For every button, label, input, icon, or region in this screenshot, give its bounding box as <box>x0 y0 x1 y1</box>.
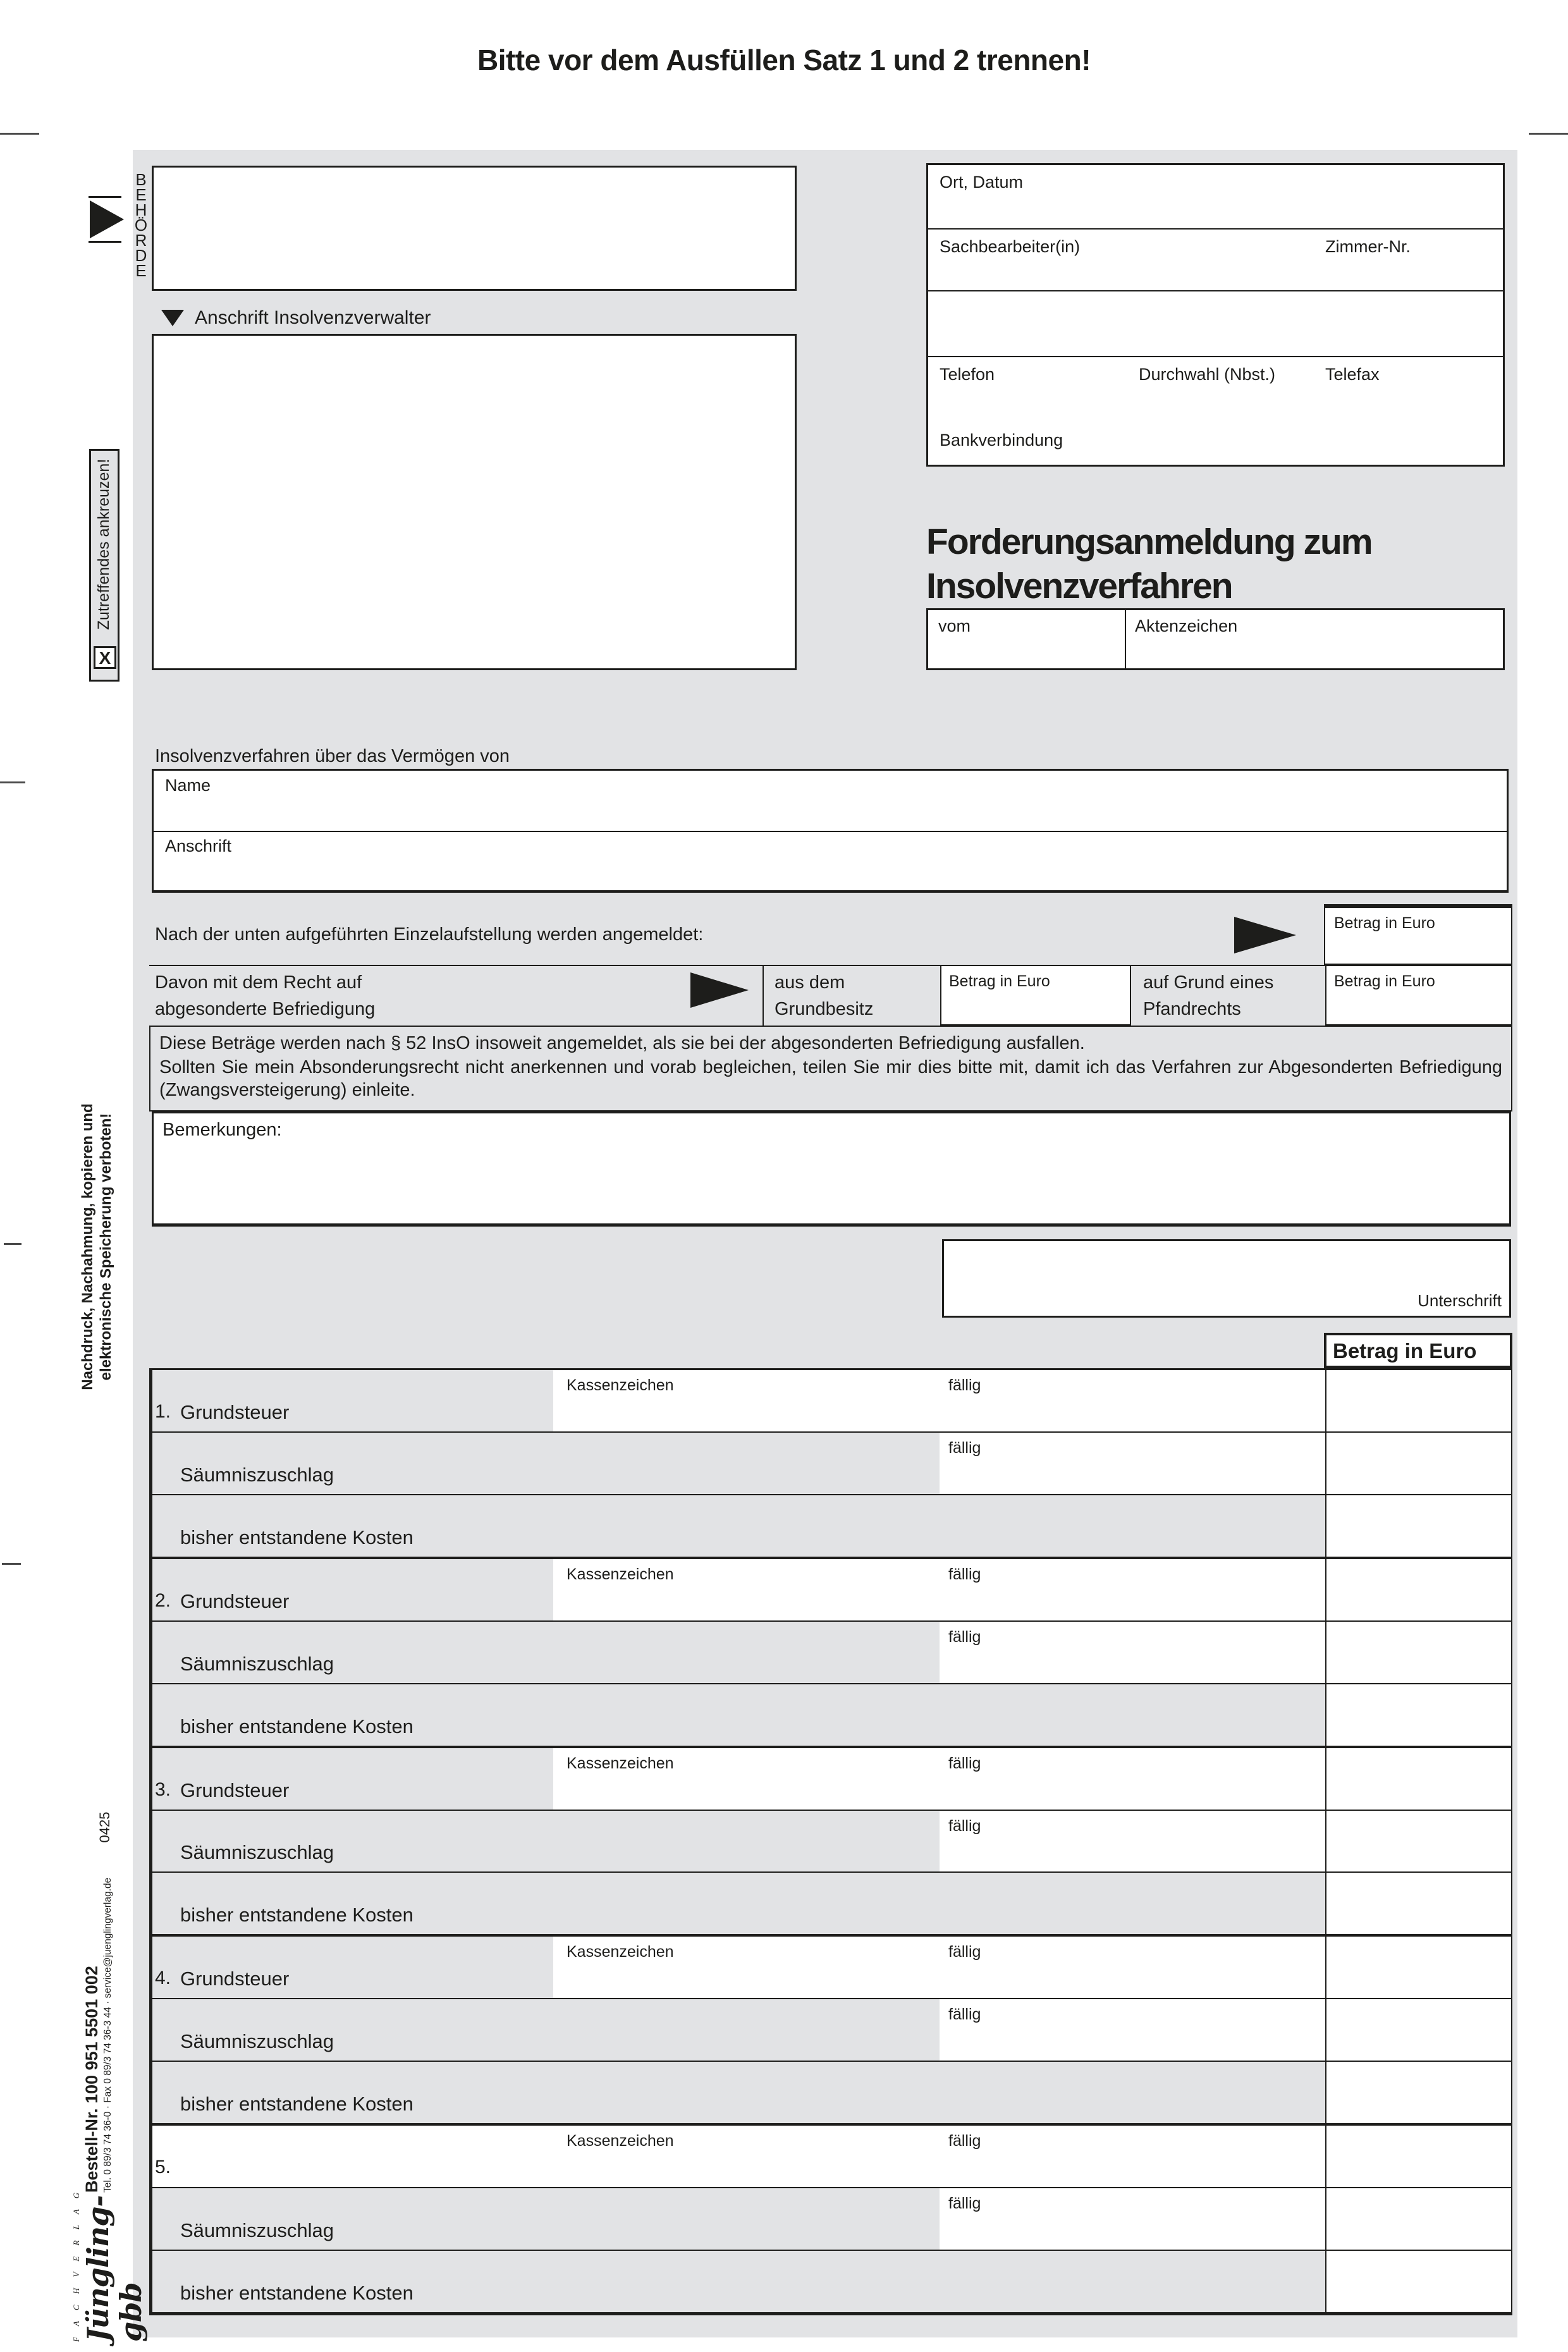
grundsteuer-label: Grundsteuer <box>180 1968 290 1990</box>
absonderung-label-line2: abgesonderte Befriedigung <box>155 999 376 1019</box>
betrag-label: Betrag in Euro <box>949 972 1050 990</box>
divider <box>149 965 1512 966</box>
kassenzeichen-label: Kassenzeichen <box>567 1754 674 1772</box>
publisher-logo <box>71 2177 148 2342</box>
kassenzeichen-label: Kassenzeichen <box>567 2132 674 2150</box>
betrag-cell[interactable] <box>1325 2188 1511 2250</box>
grundsteuer-cell <box>152 1937 553 1998</box>
faellig-label: fällig <box>948 1376 981 1394</box>
divider <box>928 356 1503 357</box>
grundbesitz-label-line1: aus dem <box>775 972 845 993</box>
claim-row-saeumniszuschlag[interactable] <box>152 1431 1511 1494</box>
checkbox-example[interactable]: X <box>94 646 116 669</box>
kassenzeichen-label: Kassenzeichen <box>567 1376 674 1394</box>
faellig-label: fällig <box>948 2006 981 2024</box>
bankverbindung-label: Bankverbindung <box>940 431 1063 450</box>
pfandrecht-label-line1: auf Grund eines <box>1143 972 1274 993</box>
claims-table <box>149 1368 1512 2315</box>
copy-prohibition-line2: elektronische Speicherung verboten! <box>97 1113 114 1381</box>
page-title: Bitte vor dem Ausfüllen Satz 1 und 2 trennen! <box>477 44 1091 77</box>
kosten-cell <box>152 2251 1326 2312</box>
claim-row-kosten[interactable] <box>152 1683 1511 1746</box>
saeumniszuschlag-cell <box>152 2188 940 2250</box>
bemerkungen-label: Bemerkungen: <box>162 1120 282 1140</box>
betrag-cell[interactable] <box>1325 1999 1511 2061</box>
saeumniszuschlag-cell <box>152 1433 940 1494</box>
vom-label: vom <box>938 616 971 635</box>
faellig-label: fällig <box>948 1943 981 1961</box>
schuldner-section-label: Insolvenzverfahren über das Vermögen von <box>155 746 510 766</box>
signature-field[interactable] <box>942 1239 1511 1318</box>
telefax-label: Telefax <box>1325 365 1380 384</box>
grundsteuer-label: Grundsteuer <box>180 1779 290 1801</box>
verwalter-anschrift-label: Anschrift Insolvenzverwalter <box>195 307 431 328</box>
ankreuzen-label: Zutreffendes ankreuzen! <box>95 458 113 630</box>
saeumniszuschlag-cell <box>152 1622 940 1683</box>
verwalter-address-field[interactable] <box>152 334 797 670</box>
order-number: Bestell-Nr. 100 951 5501 002 <box>82 1966 101 2193</box>
grundsteuer-label: Grundsteuer <box>180 1589 290 1612</box>
claim-group <box>152 1370 1511 1557</box>
sachbearbeiter-label: Sachbearbeiter(in) <box>940 237 1081 256</box>
faellig-label: fällig <box>948 2195 981 2213</box>
zimmer-label: Zimmer-Nr. <box>1325 237 1411 256</box>
hinweis-line2: Sollten Sie mein Absonderungsrecht nicht anerkennen und vorab begleichen, teilen Sie mir dies bitte mit, damit ich das Verfahren zur Abgesonderten Befriedigung (Zwangsversteigerung) einleite. <box>159 1057 1502 1100</box>
faellig-label: fällig <box>948 2132 981 2150</box>
claim-group <box>152 2123 1511 2312</box>
kosten-label: bisher entstandene Kosten <box>180 1715 413 1737</box>
saeumniszuschlag-label: Säumniszuschlag <box>180 1463 334 1486</box>
behoerde-address-field[interactable] <box>152 166 797 291</box>
kosten-label: bisher entstandene Kosten <box>180 1526 413 1548</box>
betrag-gesamt-field[interactable] <box>1324 904 1512 965</box>
absonderung-label-line1: Davon mit dem Recht auf <box>155 972 362 993</box>
faellig-label: fällig <box>948 1438 981 1457</box>
kosten-cell <box>152 1873 1326 1934</box>
betrag-cell[interactable] <box>1325 2251 1511 2312</box>
faellig-label: fällig <box>948 1565 981 1583</box>
saeumniszuschlag-label: Säumniszuschlag <box>180 1652 334 1675</box>
row-number: 4. <box>155 1968 171 1989</box>
betrag-cell[interactable] <box>1325 1622 1511 1683</box>
form-title-line1: Forderungsanmeldung zum <box>926 522 1372 562</box>
pfandrecht-label-line2: Pfandrechts <box>1143 999 1241 1019</box>
row-number: 2. <box>155 1589 171 1611</box>
kosten-cell <box>152 1684 1326 1746</box>
grundsteuer-cell <box>152 1370 553 1431</box>
ort-datum-label: Ort, Datum <box>940 173 1024 192</box>
kosten-cell <box>152 2062 1326 2123</box>
row-number: 5. <box>155 2157 171 2178</box>
kosten-label: bisher entstandene Kosten <box>180 1904 413 1926</box>
betrag-header-label: Betrag in Euro <box>1333 1339 1477 1363</box>
betrag-cell[interactable] <box>1325 1937 1511 1998</box>
betrag-column-header <box>1324 1333 1512 1368</box>
faellig-label: fällig <box>948 1754 981 1772</box>
telefon-label: Telefon <box>940 365 995 384</box>
divider <box>928 228 1503 230</box>
betrag-cell[interactable] <box>1325 1811 1511 1872</box>
betrag-cell[interactable] <box>1325 1495 1511 1557</box>
anmeldung-intro: Nach der unten aufgeführten Einzelaufstellung werden angemeldet: <box>155 924 704 945</box>
publisher-name: Jüngling-gbb <box>81 2195 148 2342</box>
form-title-line2: Insolvenzverfahren <box>926 566 1232 606</box>
contact-box[interactable] <box>926 163 1505 467</box>
behoerde-arrow-icon <box>87 192 125 247</box>
betrag-cell[interactable] <box>1325 1559 1511 1620</box>
saeumniszuschlag-label: Säumniszuschlag <box>180 2219 334 2242</box>
claim-row-grundsteuer[interactable] <box>152 1370 1511 1431</box>
claim-row-saeumniszuschlag[interactable] <box>152 2187 1511 2250</box>
row-number: 3. <box>155 1779 171 1800</box>
claim-row-saeumniszuschlag[interactable] <box>152 1810 1511 1872</box>
right-arrow-icon <box>1234 917 1296 953</box>
grundsteuer-cell <box>152 1748 553 1810</box>
aktenzeichen-label: Aktenzeichen <box>1135 616 1238 635</box>
saeumniszuschlag-cell <box>152 1999 940 2061</box>
unterschrift-label: Unterschrift <box>1418 1291 1502 1310</box>
betrag-cell[interactable] <box>1325 2062 1511 2123</box>
kosten-label: bisher entstandene Kosten <box>180 2282 413 2304</box>
claim-row-kosten[interactable] <box>152 1871 1511 1934</box>
anschrift-label: Anschrift <box>165 836 232 855</box>
publisher-type-label: F A C H V E R L A G <box>71 2188 81 2342</box>
claim-group <box>152 1746 1511 1935</box>
betrag-cell[interactable] <box>1325 1748 1511 1810</box>
copy-prohibition-notice <box>78 1095 118 1399</box>
faellig-label: fällig <box>948 1627 981 1646</box>
saeumniszuschlag-label: Säumniszuschlag <box>180 2030 334 2053</box>
edition-code: 0425 <box>97 1811 113 1843</box>
order-number-block <box>82 1851 123 2193</box>
betrag-cell[interactable] <box>1325 2126 1511 2187</box>
cut-mark <box>1529 133 1568 135</box>
betrag-pfandrecht-field[interactable] <box>1325 965 1512 1026</box>
cut-mark <box>2 1563 21 1565</box>
betrag-label: Betrag in Euro <box>1334 972 1435 990</box>
kassenzeichen-label: Kassenzeichen <box>567 1943 674 1961</box>
saeumniszuschlag-label: Säumniszuschlag <box>180 1841 334 1864</box>
betrag-grundbesitz-field[interactable] <box>940 965 1131 1026</box>
faellig-label: fällig <box>948 1816 981 1835</box>
behoerde-label: B E H Ö R D E <box>134 170 148 280</box>
cut-mark <box>0 133 39 135</box>
claim-group <box>152 1934 1511 2123</box>
claim-row-grundsteuer[interactable] <box>152 1559 1511 1620</box>
betrag-cell[interactable] <box>1325 1433 1511 1494</box>
grundbesitz-label-line2: Grundbesitz <box>775 999 874 1019</box>
claim-row-saeumniszuschlag[interactable] <box>152 1998 1511 2061</box>
bemerkungen-field[interactable] <box>152 1112 1511 1227</box>
claim-row-kosten[interactable] <box>152 2061 1511 2123</box>
claim-row-grundsteuer[interactable] <box>152 2126 1511 2187</box>
betrag-cell[interactable] <box>1325 1684 1511 1746</box>
claim-row-grundsteuer[interactable] <box>152 1748 1511 1810</box>
kassenzeichen-label: Kassenzeichen <box>567 1565 674 1583</box>
claim-row-saeumniszuschlag[interactable] <box>152 1620 1511 1683</box>
name-label: Name <box>165 776 211 795</box>
divider <box>154 831 1507 832</box>
cut-mark <box>4 1243 21 1245</box>
publisher-contact: Tel. 0 89/3 74 36-0 · Fax 0 89/3 74 36-3 44 · service@juenglingverlag.de <box>102 1877 113 2193</box>
kosten-label: bisher entstandene Kosten <box>180 2093 413 2116</box>
down-triangle-icon <box>161 310 184 326</box>
claim-group <box>152 1557 1511 1746</box>
hinweis-box <box>149 1026 1512 1112</box>
durchwahl-label: Durchwahl (Nbst.) <box>1139 365 1276 384</box>
right-arrow-icon <box>690 972 749 1008</box>
betrag-cell[interactable] <box>1325 1370 1511 1431</box>
divider <box>1125 610 1126 668</box>
claim-row-kosten[interactable] <box>152 1494 1511 1557</box>
claim-row-grundsteuer[interactable] <box>152 1937 1511 1998</box>
hinweis-line1: Diese Beträge werden nach § 52 InsO insoweit angemeldet, als sie bei der abgesonderten Befriedigung ausfallen. <box>159 1033 1085 1053</box>
grundsteuer-label: Grundsteuer <box>180 1400 290 1423</box>
betrag-cell[interactable] <box>1325 1873 1511 1934</box>
vom-aktenzeichen-box[interactable] <box>926 608 1505 670</box>
saeumniszuschlag-cell <box>152 1811 940 1872</box>
kosten-cell <box>152 1495 1326 1557</box>
divider <box>763 965 764 1026</box>
betrag-label: Betrag in Euro <box>1334 914 1435 932</box>
cut-mark <box>0 781 25 783</box>
row-number: 1. <box>155 1400 171 1422</box>
grundsteuer-cell <box>152 1559 553 1620</box>
claim-row-kosten[interactable] <box>152 2250 1511 2312</box>
copy-prohibition-line1: Nachdruck, Nachahmung, kopieren und <box>79 1103 96 1390</box>
schuldner-box[interactable] <box>152 769 1509 893</box>
divider <box>928 290 1503 291</box>
